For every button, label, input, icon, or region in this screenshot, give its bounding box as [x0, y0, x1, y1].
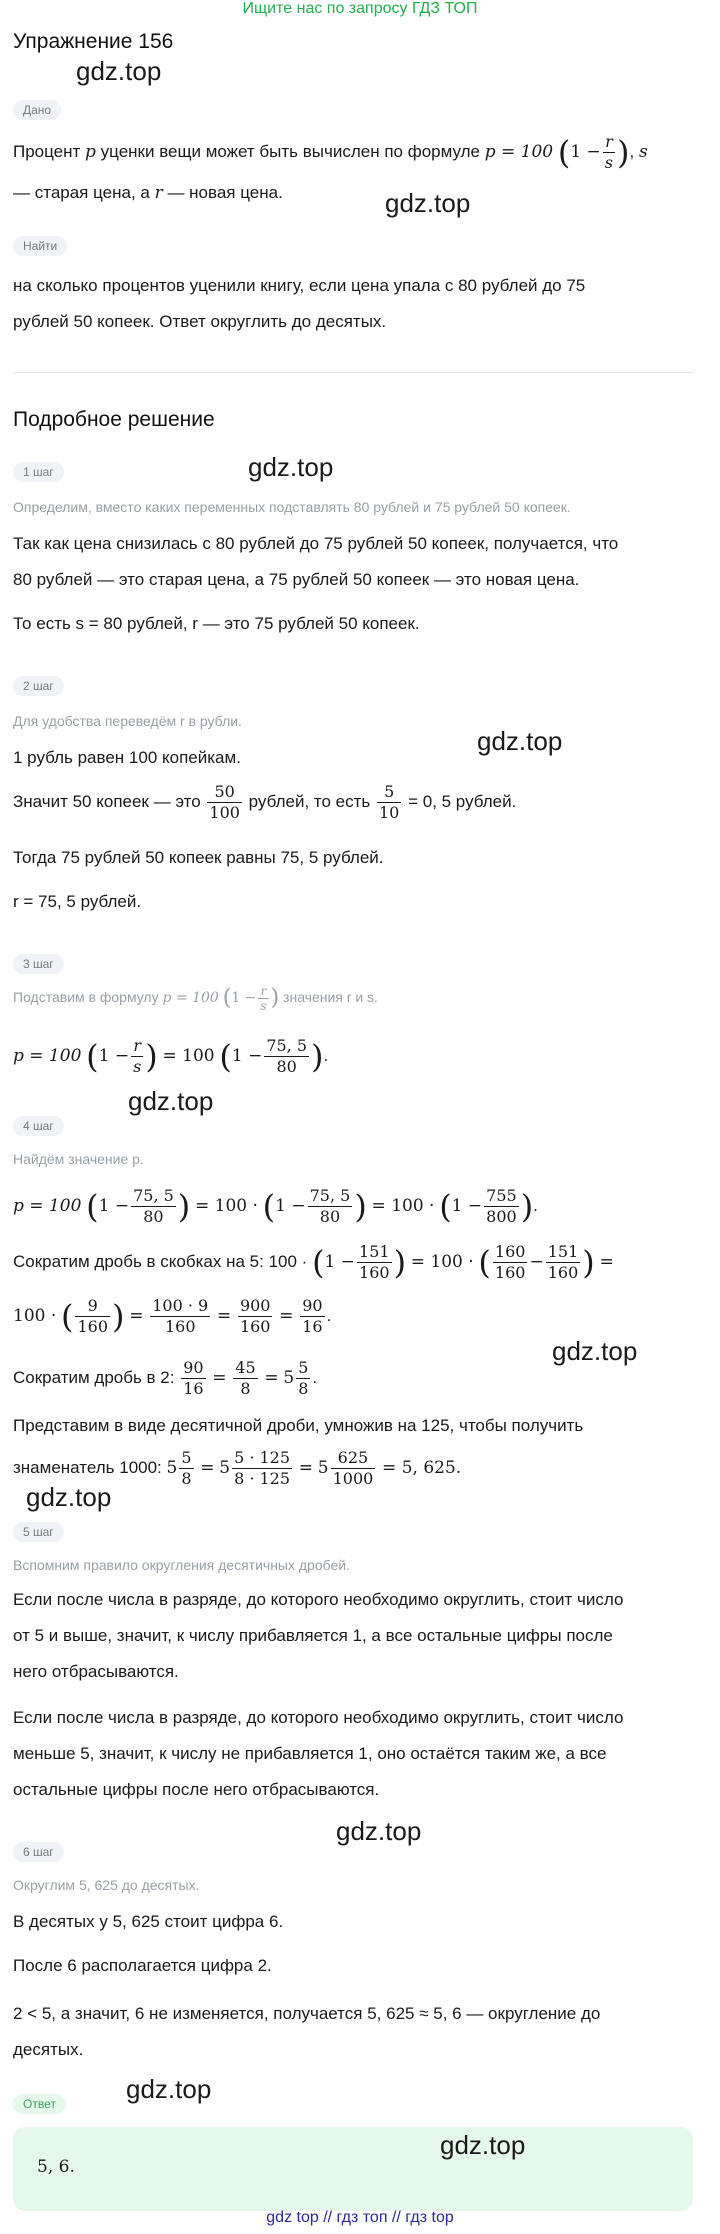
given-text-line2	[13, 175, 693, 211]
step-2-line-2	[13, 782, 693, 823]
minus-sign: −	[529, 1251, 544, 1272]
answer-section	[13, 2094, 693, 2114]
var-s: s	[638, 141, 648, 162]
eq-one: 1 −	[231, 1045, 263, 1066]
step-3	[13, 954, 693, 974]
fraction-5x125-8x125	[232, 1448, 292, 1489]
paren-close: )	[311, 1037, 324, 1076]
step-3-hint-b: значения r и s.	[279, 989, 378, 1006]
step-2-hint: Для удобства переведём r в рубли.	[13, 713, 242, 729]
frac-num: 5	[377, 782, 401, 803]
eq-sign: =	[129, 1305, 144, 1326]
watermark: gdz.top	[76, 56, 162, 86]
eq-mid: = 100 ·	[410, 1251, 474, 1272]
paren-open: (	[262, 1187, 276, 1226]
whole-part: 5	[219, 1457, 231, 1478]
frac-num: 75, 5	[309, 1186, 351, 1205]
page-title: Упражнение 156	[13, 30, 174, 53]
var-r: r	[154, 183, 163, 203]
frac-den: 8	[240, 1379, 251, 1398]
frac-num: 90	[183, 1358, 204, 1377]
frac-den: 100	[209, 803, 240, 822]
given-text-1: Процент	[13, 141, 86, 161]
fraction-755-80	[308, 1186, 353, 1227]
eq-end: .	[312, 1367, 318, 1387]
frac-den: s	[604, 153, 614, 172]
paren-close: )	[145, 1037, 158, 1076]
watermark: gdz.top	[248, 452, 334, 482]
given-text-2: уценки вещи может быть вычислен по формуле	[95, 141, 485, 161]
paren-close: )	[112, 1297, 125, 1336]
whole-part: 5	[317, 1457, 329, 1478]
watermark: gdz.top	[385, 188, 471, 218]
reduce-5-label: Сократим дробь в скобках на 5: 100 ·	[13, 1251, 308, 1271]
fraction-5-10	[377, 782, 401, 823]
step-1-line-1: Так как цена снизилась с 80 рублей до 75 рублей 50 копеек, получается, что	[13, 534, 619, 553]
watermark: gdz.top	[440, 2130, 526, 2160]
frac-den: 8	[181, 1469, 192, 1488]
frac-den: 160	[359, 1263, 390, 1282]
eq-sign: =	[200, 1457, 215, 1478]
eq-sign: =	[279, 1305, 294, 1326]
eq-one: 1 −	[451, 1195, 483, 1216]
paren-open: (	[222, 985, 232, 1011]
fraction-50-100	[207, 782, 242, 823]
step-3-chip: 3 шаг	[13, 954, 64, 974]
eq-end: = 5, 625.	[382, 1457, 462, 1478]
fraction-151-160	[546, 1242, 581, 1283]
paren-open: (	[557, 133, 571, 172]
watermark: gdz.top	[552, 1336, 638, 1366]
whole-part: 5	[283, 1367, 295, 1388]
frac-num: 625	[331, 1448, 376, 1469]
step-1-line-2: 80 рублей — это старая цена, а 75 рублей 50 копеек — это новая цена.	[13, 570, 580, 589]
frac-den: 160	[494, 1263, 526, 1282]
fraction-160-160	[493, 1242, 528, 1283]
answer-value: 5, 6.	[37, 2157, 75, 2177]
paren-close: )	[177, 1187, 191, 1226]
step-3-equation	[13, 1036, 693, 1077]
step-2-text-c: = 0, 5 рублей.	[403, 791, 517, 811]
frac-den: 80	[319, 1207, 341, 1226]
frac-den: 10	[379, 803, 400, 822]
watermark: gdz.top	[126, 2074, 212, 2104]
frac-num: 100 · 9	[152, 1296, 209, 1315]
frac-num: r	[258, 984, 268, 999]
eq-sign: =	[264, 1367, 279, 1388]
fraction-755-80	[264, 1036, 309, 1077]
step-2	[13, 676, 693, 696]
eq-one: 1 −	[98, 1195, 130, 1216]
fraction-5-8	[296, 1358, 310, 1399]
eq-lhs: p = 100	[13, 1045, 82, 1066]
paren-close: )	[354, 1187, 367, 1226]
formula-one: 1 −	[570, 141, 601, 162]
fraction-900-160	[150, 1296, 210, 1337]
frac-num: 160	[494, 1242, 526, 1261]
frac-den: 16	[302, 1317, 323, 1336]
whole-part: 5	[166, 1457, 178, 1478]
answer-box	[13, 2127, 693, 2211]
frac-num: r	[131, 1036, 143, 1057]
step-5-p1-line-2: от 5 и выше, значит, к числу прибавляется 1, а все остальные цифры после	[13, 1626, 613, 1645]
step-1-chip: 1 шаг	[13, 462, 64, 482]
frac-den: 80	[276, 1057, 297, 1076]
step-2-text-a: Значит 50 копеек — это	[13, 791, 206, 811]
fraction-90-16	[300, 1296, 324, 1337]
paren-open: (	[86, 1037, 99, 1076]
formula-lhs: p = 100	[484, 141, 554, 162]
watermark: gdz.top	[128, 1086, 214, 1116]
find-line-2: рублей 50 копеек. Ответ округлить до десятых.	[13, 312, 387, 331]
find-section	[13, 236, 693, 256]
eq-lhs: p = 100	[13, 1195, 82, 1216]
step-2-chip: 2 шаг	[13, 676, 64, 696]
answer-chip: Ответ	[13, 2094, 66, 2114]
frac-den: 160	[239, 1317, 271, 1336]
step-5	[13, 1522, 693, 1542]
step-4-equation-3	[13, 1296, 693, 1337]
fraction-900-160b	[238, 1296, 273, 1337]
frac-den: 8 · 125	[234, 1469, 291, 1488]
step-4-equation-1	[13, 1186, 693, 1227]
step-5-chip: 5 шаг	[13, 1522, 64, 1542]
eq-mid: = 100 ·	[371, 1195, 435, 1216]
promo-banner[interactable]: Ищите нас по запросу ГДЗ ТОП	[242, 0, 478, 17]
paren-close: )	[270, 985, 280, 1011]
fraction-755-80	[131, 1186, 176, 1227]
frac-num: 5	[181, 1448, 192, 1467]
frac-num: 5	[298, 1358, 309, 1377]
frac-den: 16	[183, 1379, 204, 1398]
step-5-p1-line-3: него отбрасываются.	[13, 1662, 179, 1681]
eq-sign: =	[599, 1251, 614, 1272]
divider	[13, 372, 693, 373]
given-text-3: ,	[629, 141, 639, 161]
step-4-equation-2	[13, 1242, 693, 1283]
frac-num: 90	[302, 1296, 323, 1315]
paren-open: (	[478, 1243, 491, 1282]
fraction-r-s	[131, 1036, 143, 1077]
paren-close: )	[520, 1187, 534, 1226]
eq-one: 1 −	[275, 1195, 306, 1216]
frac-den: s	[133, 1057, 142, 1076]
frac-num: 151	[359, 1242, 390, 1261]
paren-open: (	[61, 1297, 74, 1336]
step-6-line-1: В десятых у 5, 625 стоит цифра 6.	[13, 1912, 284, 1931]
step-4-equation-5	[13, 1448, 693, 1489]
fraction-90-16	[181, 1358, 205, 1399]
step-5-p1-line-1: Если после числа в разряде, до которого необходимо округлить, стоит число	[13, 1590, 624, 1609]
frac-num: 151	[547, 1242, 579, 1261]
eq-one: 1 −	[324, 1251, 356, 1272]
watermark: gdz.top	[26, 1482, 112, 1512]
step-5-p2-line-2: меньше 5, значит, к числу не прибавляется 1, оно остаётся таким же, а все	[13, 1744, 607, 1763]
find-chip: Найти	[13, 236, 67, 256]
paren-open: (	[439, 1187, 452, 1226]
step-1-line-3: То есть s = 80 рублей, r — это 75 рублей 50 копеек.	[13, 614, 420, 633]
eq-sign: =	[216, 1305, 232, 1326]
frac-num: 50	[207, 782, 242, 803]
given-text-5: — новая цена.	[162, 183, 283, 202]
step-5-p2-line-3: остальные цифры после него отбрасываются.	[13, 1780, 380, 1799]
step-4-chip: 4 шаг	[13, 1116, 64, 1136]
eq-sign: =	[212, 1367, 227, 1388]
paren-close: )	[617, 133, 630, 172]
fraction-r-s	[603, 132, 615, 173]
step-3-hint-formula: p = 100	[162, 990, 219, 1007]
fraction-9-160	[75, 1296, 110, 1337]
watermark: gdz.top	[336, 1816, 422, 1846]
fraction-5-8	[179, 1448, 193, 1489]
fraction-151-160	[357, 1242, 392, 1283]
step-3-hint	[13, 984, 693, 1013]
solution-heading: Подробное решение	[13, 408, 215, 431]
hint-one: 1 −	[231, 990, 257, 1007]
fraction-755-800	[484, 1186, 519, 1227]
frac-num: 900	[239, 1296, 271, 1315]
frac-num: 45	[235, 1358, 256, 1377]
step-5-hint: Вспомним правило округления десятичных дробей.	[13, 1557, 350, 1573]
step-4	[13, 1116, 693, 1136]
denominator-label: знаменатель 1000:	[13, 1457, 167, 1477]
paren-close: )	[582, 1243, 595, 1282]
fraction-r-s-small	[258, 984, 268, 1013]
given-chip: Дано	[13, 100, 61, 120]
frac-den: 160	[547, 1263, 579, 1282]
step-6-chip: 6 шаг	[13, 1842, 64, 1862]
frac-den: 800	[486, 1207, 517, 1226]
solution-heading-wrap	[13, 408, 693, 432]
reduce-2-label: Сократим дробь в 2:	[13, 1367, 180, 1387]
footer-links[interactable]: gdz top // гдз топ // гдз top	[266, 2209, 454, 2226]
step-2-line-4: r = 75, 5 рублей.	[13, 892, 142, 911]
frac-den: 160	[164, 1317, 196, 1336]
frac-num: 75, 5	[133, 1186, 174, 1205]
fraction-45-8	[233, 1358, 257, 1399]
var-p: p	[85, 141, 96, 162]
step-2-line-3: Тогда 75 рублей 50 копеек равны 75, 5 рублей.	[13, 848, 384, 867]
paren-open: (	[219, 1037, 232, 1076]
given-section	[13, 100, 693, 120]
fraction-625-1000	[331, 1448, 376, 1489]
step-4-hint: Найдём значение p.	[13, 1151, 144, 1167]
given-text-4: — старая цена, а	[13, 183, 155, 202]
step-6-line-4: десятых.	[13, 2040, 84, 2059]
eq-end: .	[323, 1045, 329, 1065]
frac-den: 80	[143, 1207, 164, 1226]
given-text	[13, 132, 693, 173]
frac-num: 5 · 125	[234, 1448, 291, 1467]
paren-open: (	[86, 1187, 99, 1226]
eq-start: 100 ·	[13, 1305, 57, 1326]
paren-open: (	[312, 1243, 325, 1282]
frac-num: 75, 5	[266, 1036, 308, 1055]
eq-one: 1 −	[98, 1045, 130, 1066]
frac-num: 9	[75, 1296, 110, 1317]
frac-num: r	[603, 132, 615, 153]
eq-mid: = 100	[162, 1045, 215, 1066]
eq-mid: = 100 ·	[195, 1195, 258, 1216]
frac-den: s	[260, 999, 267, 1013]
step-3-hint-a: Подставим в формулу	[13, 989, 163, 1006]
step-5-p2-line-1: Если после числа в разряде, до которого необходимо округлить, стоит число	[13, 1708, 624, 1727]
step-6-line-3: 2 < 5, а значит, 6 не изменяется, получается 5, 625 ≈ 5, 6 — округление до	[13, 2004, 601, 2023]
step-2-text-b: рублей, то есть	[243, 791, 375, 811]
step-4-decimal-line: Представим в виде десятичной дроби, умножив на 125, чтобы получить	[13, 1416, 584, 1435]
eq-end: .	[533, 1195, 538, 1215]
frac-den: 8	[298, 1379, 309, 1398]
step-6-hint: Округлим 5, 625 до десятых.	[13, 1877, 200, 1893]
frac-den: 1000	[332, 1469, 374, 1488]
eq-end: .	[326, 1305, 332, 1325]
frac-den: 160	[77, 1317, 109, 1336]
eq-sign: =	[298, 1457, 314, 1478]
step-2-line-1: 1 рубль равен 100 копейкам.	[13, 748, 241, 767]
paren-close: )	[393, 1243, 407, 1282]
step-1-hint: Определим, вместо каких переменных подставлять 80 рублей и 75 рублей 50 копеек.	[13, 499, 571, 515]
step-1	[13, 462, 693, 482]
find-line-1: на сколько процентов уценили книгу, если цена упала с 80 рублей до 75	[13, 276, 586, 295]
frac-num: 755	[486, 1186, 517, 1205]
watermark: gdz.top	[477, 726, 563, 756]
step-6-line-2: После 6 располагается цифра 2.	[13, 1956, 272, 1975]
